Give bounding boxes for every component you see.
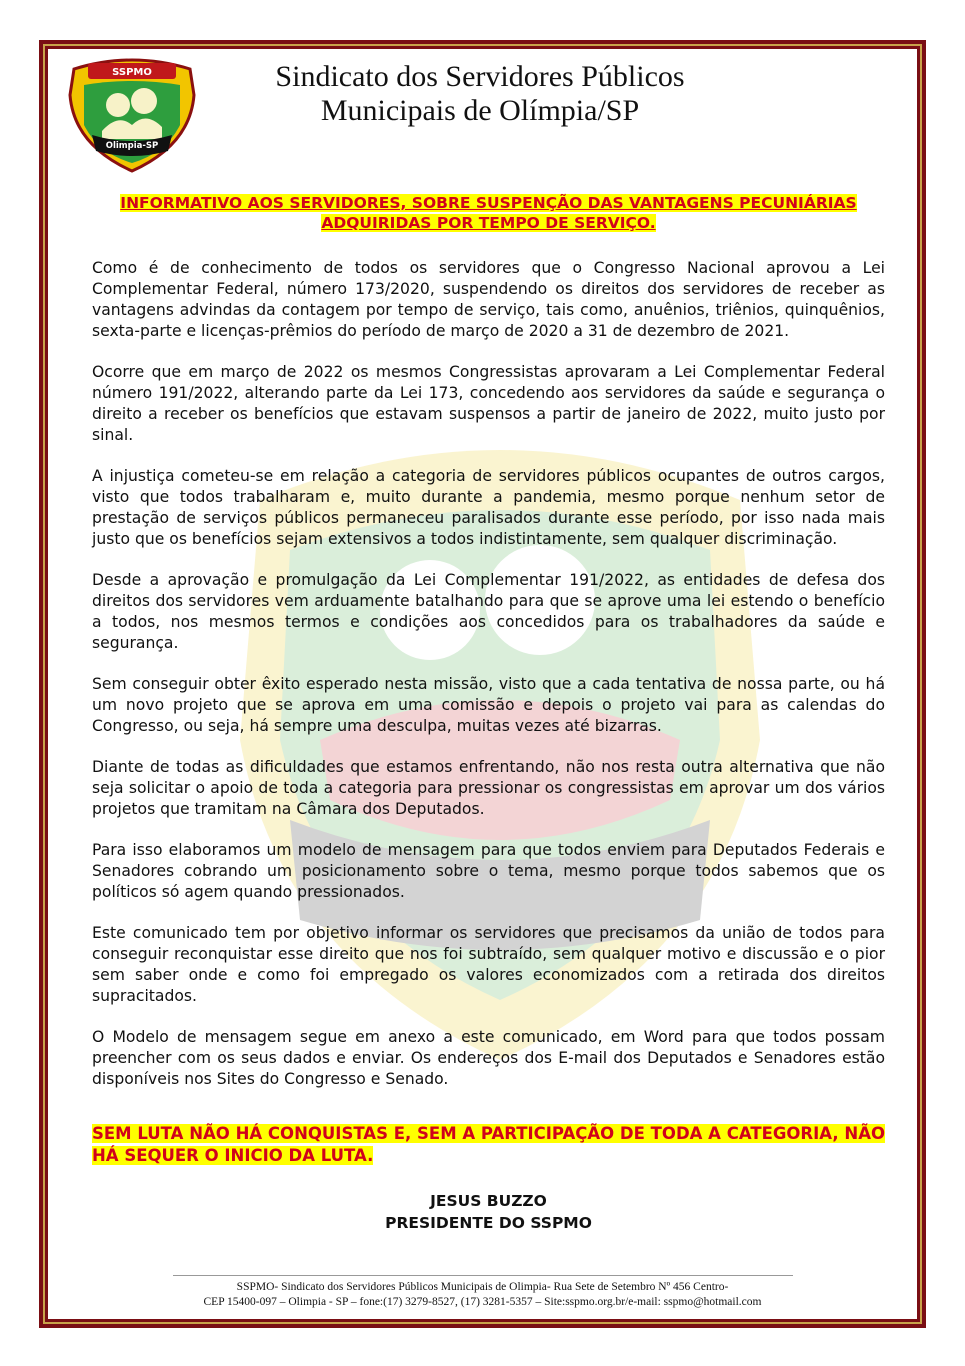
subject-line-1: INFORMATIVO AOS SERVIDORES, SOBRE SUSPENÇÃO DAS VANTAGENS PECUNIÁRIAS <box>120 194 857 212</box>
body-paragraph: Como é de conhecimento de todos os servidores que o Congresso Nacional aprovou a Lei Complementar Federal, número 173/2020, suspendendo os direitos dos servidores de receber as vantagens advindas da contagem por tempo de serviço, tais como, anuênios, triênios, quinquênios, sexta-parte e licenças-prêmios do período de março de 2020 a 31 de dezembro de 2021. <box>92 259 885 340</box>
title-line-2: Municipais de Olímpia/SP <box>320 94 640 127</box>
document-body <box>92 258 885 1110</box>
body-paragraph: Ocorre que em março de 2022 os mesmos Congressistas aprovaram a Lei Complementar Federal número 191/2022, alterando parte da Lei 173, concedendo aos servidores da saúde e segurança o direito a receber os benefícios que estavam suspensos a partir de janeiro de 2022, muito justo por sinal. <box>92 363 885 444</box>
subject-line-2: ADQUIRIDAS POR TEMPO DE SERVIÇO. <box>321 214 656 232</box>
svg-text:Olimpia-SP: Olimpia-SP <box>105 141 159 151</box>
signer-name: JESUS BUZZO <box>430 1192 547 1210</box>
union-shield-logo <box>66 55 198 173</box>
signer-role: PRESIDENTE DO SSPMO <box>385 1214 592 1232</box>
footer-line-2: CEP 15400-097 – Olimpia - SP – fone:(17) 3279-8527, (17) 3281-5357 – Site:sspmo.org.br/e-mail: sspmo@hotmail.com <box>203 1296 762 1308</box>
body-paragraph: Para isso elaboramos um modelo de mensagem para que todos enviem para Deputados Federais e Senadores cobrando um posicionamento sobre o tema, mesmo porque todos sabemos que os políticos só agem quando pressionados. <box>92 841 885 901</box>
document-subject <box>92 193 885 233</box>
footer-address <box>100 1280 865 1310</box>
body-paragraph: O Modelo de mensagem segue em anexo a este comunicado, em Word para que todos possam preencher com os seus dados e enviar. Os endereços dos E-mail dos Deputados e Senadores estão disponíveis nos Sites do Congresso e Senado. <box>92 1028 885 1088</box>
title-line-1: Sindicato dos Servidores Públicos <box>275 60 685 93</box>
footer-line-1: SSPMO- Sindicato dos Servidores Públicos Municipais de Olimpia- Rua Sete de Setembro Nº 456 Centro- <box>236 1281 729 1293</box>
body-paragraph: Diante de todas as dificuldades que estamos enfrentando, não nos resta outra alternativa que não seja solicitar o apoio de toda a categoria para pressionar os congressistas em aprovar um dos vários projetos que tramitam na Câmara dos Deputados. <box>92 758 885 818</box>
closing-slogan <box>92 1123 885 1167</box>
union-name-title <box>220 60 740 128</box>
signature-block <box>92 1190 885 1234</box>
body-paragraph: Sem conseguir obter êxito esperado nesta missão, visto que a cada tentativa de nossa parte, ou há um novo projeto que se aprova em uma comissão e depois o projeto vai para as calendas do Congresso, ou seja, há sempre uma desculpa, muitas vezes até bizarras. <box>92 675 885 735</box>
svg-text:SSPMO: SSPMO <box>112 67 152 78</box>
closing-text: SEM LUTA NÃO HÁ CONQUISTAS E, SEM A PARTICIPAÇÃO DE TODA A CATEGORIA, NÃO HÁ SEQUER O INICIO DA LUTA. <box>92 1124 885 1165</box>
footer-divider <box>173 1275 793 1276</box>
body-paragraph: Este comunicado tem por objetivo informar os servidores que precisamos da união de todos para conseguir reconquistar esse direito que nos foi subtraído, sem qualquer motivo e discussão e o pior sem saber onde e como foi empregado os valores economizados com a retirada dos direitos supracitados. <box>92 924 885 1005</box>
body-paragraph: Desde a aprovação e promulgação da Lei Complementar 191/2022, as entidades de defesa dos direitos dos servidores vem arduamente batalhando para que se aprove uma lei estendo o benefício a todos, nos mesmos termos e condições aos concedidos para os trabalhadores da saúde e segurança. <box>92 571 885 652</box>
body-paragraph: A injustiça cometeu-se em relação a categoria de servidores públicos ocupantes de outros cargos, visto que todos trabalharam e, muito durante a pandemia, mesmo porque nenhum setor de prestação de serviços públicos permaneceu paralisados durante esse período, por isso nada mais justo que os benefícios sejam extensivos a todos indistintamente, sem qualquer discriminação. <box>92 467 885 548</box>
